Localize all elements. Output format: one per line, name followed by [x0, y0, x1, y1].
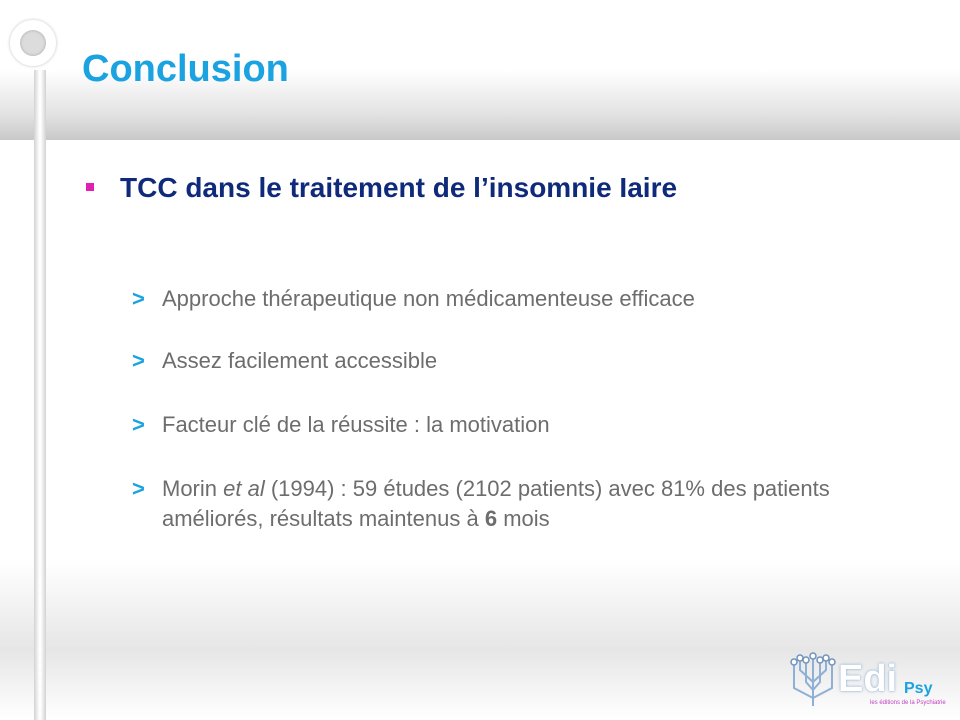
citation-unit: mois	[497, 506, 550, 531]
slide-title: Conclusion	[82, 48, 289, 90]
decorative-ring-icon	[10, 20, 56, 66]
logo-text-psy: Psy	[904, 680, 933, 697]
sub-bullet	[132, 474, 882, 534]
bullet-square-icon	[86, 183, 94, 191]
sub-bullet	[132, 410, 882, 440]
chevron-right-icon: >	[132, 286, 145, 311]
circuit-tree-icon	[790, 652, 836, 708]
sub-bullet-text: Approche thérapeutique non médicamenteuse efficace	[162, 286, 695, 311]
sub-bullet-text: Facteur clé de la réussite : la motivation	[162, 412, 550, 437]
sub-bullet	[132, 346, 882, 376]
citation-et-al: et al	[223, 476, 265, 501]
sub-bullet-text	[162, 474, 882, 534]
sub-bullet	[132, 284, 882, 314]
logo-text-edi: Edi	[838, 658, 898, 700]
chevron-right-icon: >	[132, 348, 145, 373]
citation-author: Morin	[162, 476, 224, 501]
main-bullet-text: TCC dans le traitement de l’insomnie Iaire	[120, 172, 678, 203]
decorative-vertical-line	[34, 70, 46, 720]
chevron-right-icon: >	[132, 412, 145, 437]
chevron-right-icon: >	[132, 476, 145, 501]
sub-bullet-text: Assez facilement accessible	[162, 348, 438, 373]
logo-tagline: les éditions de la Psychiatrie	[870, 700, 946, 706]
main-bullet	[86, 172, 677, 204]
citation-duration: 6	[484, 506, 498, 531]
citation-body: (1994) : 59 études (2102 patients) avec 81% des patients améliorés, résultats maintenus à	[162, 476, 830, 531]
edipsy-logo	[790, 652, 950, 712]
